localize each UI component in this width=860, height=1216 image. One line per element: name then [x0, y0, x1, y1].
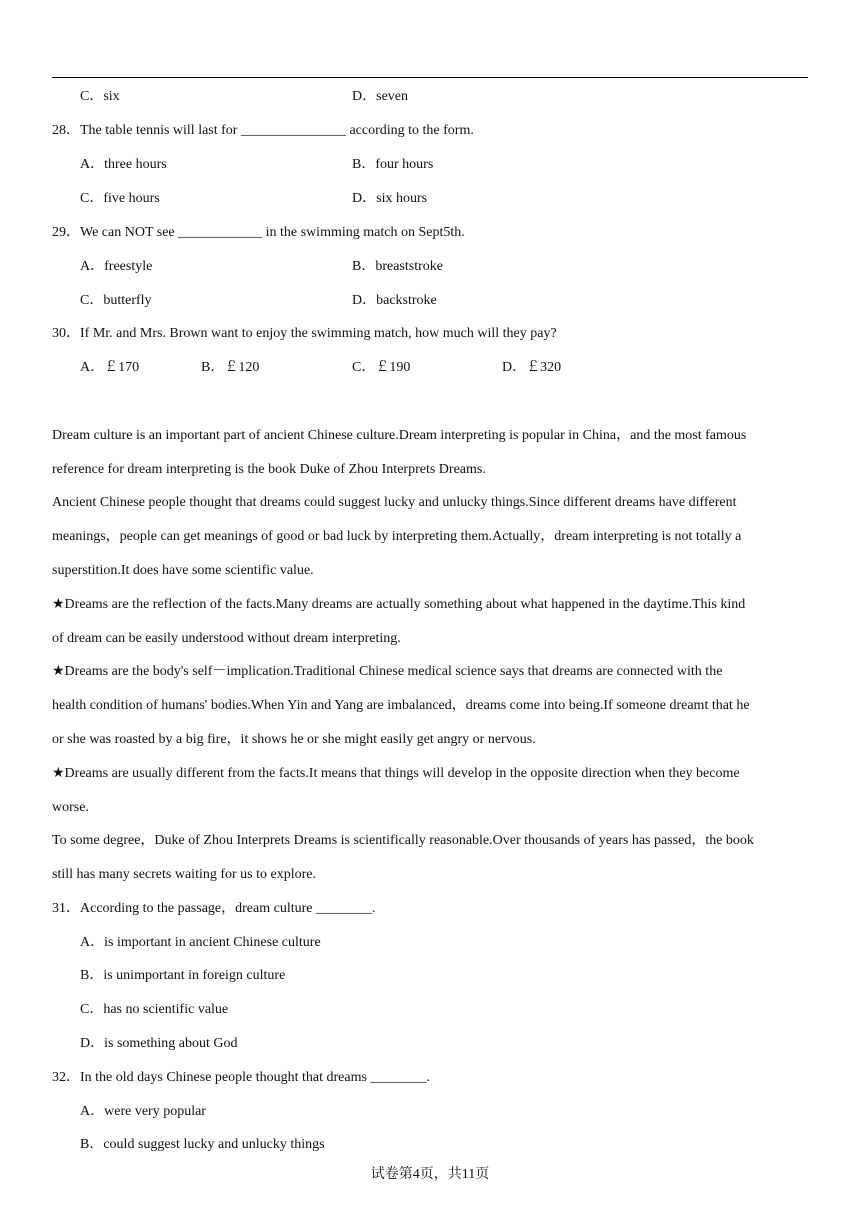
passage-line: reference for dream interpreting is the book Duke of Zhou Interprets Dreams.	[52, 462, 486, 477]
q32-option-a[interactable]: A．were very popular	[80, 1104, 206, 1119]
q31-stem: 31．According to the passage，dream culture ________.	[52, 901, 376, 916]
passage-line: Ancient Chinese people thought that dreams could suggest lucky and unlucky things.Since different dreams have different	[52, 495, 737, 510]
q31-option-d[interactable]: D．is something about God	[80, 1036, 238, 1051]
q29-option-b[interactable]: B．breaststroke	[352, 259, 443, 274]
q30-option-b[interactable]: B．￡120	[201, 360, 260, 375]
passage-line: Dream culture is an important part of ancient Chinese culture.Dream interpreting is popular in China，and the most famous	[52, 428, 747, 443]
q28-option-c[interactable]: C．five hours	[80, 191, 160, 206]
passage-line: meanings，people can get meanings of good or bad luck by interpreting them.Actually，dream interpreting is not totally a	[52, 529, 742, 544]
q28-option-d[interactable]: D．six hours	[352, 191, 428, 206]
q30-option-a[interactable]: A．￡170	[80, 360, 140, 375]
q31-option-b[interactable]: B．is unimportant in foreign culture	[80, 968, 286, 983]
q29-option-d[interactable]: D．backstroke	[352, 293, 437, 308]
q29-option-c[interactable]: C．butterfly	[80, 293, 152, 308]
passage-line: ★Dreams are the reflection of the facts.Many dreams are actually something about what happened in the daytime.This kind	[52, 597, 746, 612]
q27-option-d[interactable]: D．seven	[352, 89, 409, 104]
passage-line: ★Dreams are the body's self－implication.Traditional Chinese medical science says that dreams are connected with the	[52, 664, 723, 679]
passage-line: superstition.It does have some scientific value.	[52, 563, 314, 578]
passage-line: or she was roasted by a big fire，it shows he or she might easily get angry or nervous.	[52, 732, 536, 747]
page-footer: 试卷第4页，共11页	[370, 1167, 490, 1182]
passage-line: To some degree，Duke of Zhou Interprets Dreams is scientifically reasonable.Over thousands of years has passed，the book	[52, 833, 754, 848]
q29-stem: 29．We can NOT see ____________ in the swimming match on Sept5th.	[52, 225, 465, 240]
header-rule	[52, 77, 808, 78]
passage-line: ★Dreams are usually different from the facts.It means that things will develop in the opposite direction when they become	[52, 766, 740, 781]
q31-option-a[interactable]: A．is important in ancient Chinese culture	[80, 935, 321, 950]
passage-line: worse.	[52, 800, 89, 815]
q31-option-c[interactable]: C．has no scientific value	[80, 1002, 229, 1017]
q27-option-c[interactable]: C．six	[80, 89, 120, 104]
passage-line: health condition of humans' bodies.When Yin and Yang are imbalanced，dreams come into being.If someone dreamt that he	[52, 698, 750, 713]
q32-option-b[interactable]: B．could suggest lucky and unlucky things	[80, 1137, 325, 1152]
q30-stem: 30．If Mr. and Mrs. Brown want to enjoy the swimming match, how much will they pay?	[52, 326, 557, 341]
q30-option-c[interactable]: C．￡190	[352, 360, 411, 375]
passage-line: of dream can be easily understood without dream interpreting.	[52, 631, 401, 646]
q32-stem: 32．In the old days Chinese people thought that dreams ________.	[52, 1070, 430, 1085]
q28-stem: 28．The table tennis will last for _______________ according to the form.	[52, 123, 474, 138]
q28-option-a[interactable]: A．three hours	[80, 157, 167, 172]
passage-line: still has many secrets waiting for us to explore.	[52, 867, 316, 882]
q30-option-d[interactable]: D．￡320	[502, 360, 562, 375]
q28-option-b[interactable]: B．four hours	[352, 157, 434, 172]
q29-option-a[interactable]: A．freestyle	[80, 259, 153, 274]
